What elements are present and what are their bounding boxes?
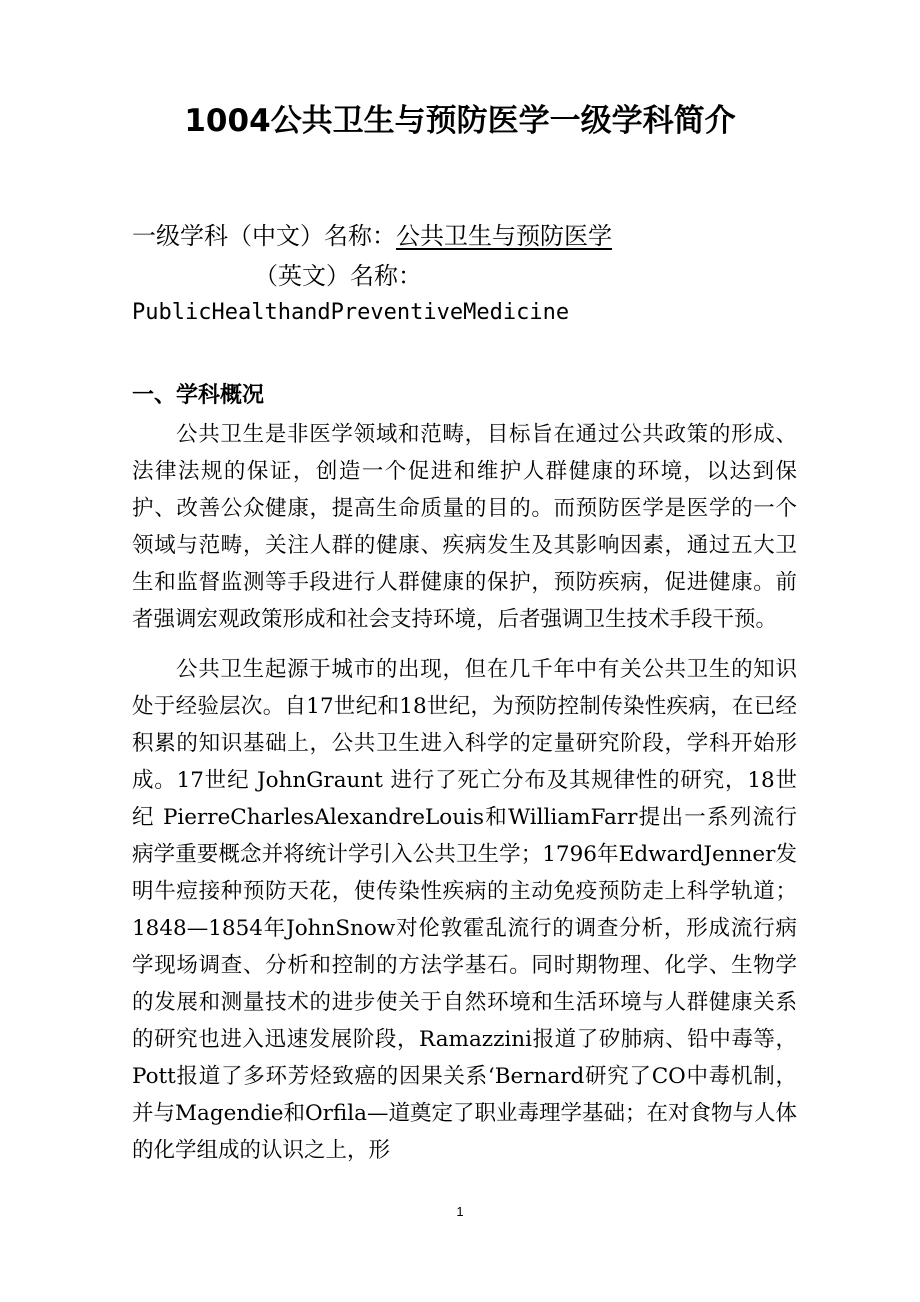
discipline-cn-value: 公共卫生与预防医学 (396, 222, 612, 250)
page-number: 1 (456, 1204, 464, 1219)
discipline-cn-label: 一级学科（中文）名称： (132, 222, 396, 250)
discipline-en-value: PublicHealthandPreventiveMedicine (132, 300, 570, 325)
paragraph: 公共卫生起源于城市的出现，但在几千年中有关公共卫生的知识处于经验层次。自17世纪和18世纪，为预防控制传染性疾病，在已经积累的知识基础上，公共卫生进入科学的定量研究阶段，学科开始形成。17世纪 JohnGraunt 进行了死亡分布及其规律性的研究，18世纪 PierreCharlesAlexandreLouis和WilliamFarr提出一系列流行病学重要概念并将统计学引入公共卫生学；1796年EdwardJenner发明牛痘接种预防天花，使传染性疾病的主动免疫预防走上科学轨道；1848—1854年JohnSnow对伦敦霍乱流行的调查分析，形成流行病学现场调查、分析和控制的方法学基石。同时期物理、化学、生物学的发展和测量技术的进步使关于自然环境和生活环境与人群健康关系的研究也进入迅速发展阶段，Ramazzini报道了矽肺病、铅中毒等，Pott报道了多环芳烃致癌的因果关系‘Bernard研究了CO中毒机制，并与Magendie和Orfila—道奠定了职业毒理学基础；在对食物与人体的化学组成的认识之上，形 (132, 657, 797, 1163)
discipline-cn-line (132, 216, 612, 256)
document-title: 1004公共卫生与预防医学一级学科简介 (184, 103, 736, 139)
section-heading: 一、学科概况 (132, 383, 265, 408)
discipline-en-label: （英文）名称： (254, 262, 422, 290)
paragraph: 公共卫生是非医学领域和范畴，目标旨在通过公共政策的形成、法律法规的保证，创造一个促进和维护人群健康的环境，以达到保护、改善公众健康，提高生命质量的目的。而预防医学是医学的一个领域与范畴，关注人群的健康、疾病发生及其影响因素，通过五大卫生和监督监测等手段进行人群健康的保护，预防疾病，促进健康。前者强调宏观政策形成和社会支持环境，后者强调卫生技术手段干预。 (132, 422, 797, 632)
